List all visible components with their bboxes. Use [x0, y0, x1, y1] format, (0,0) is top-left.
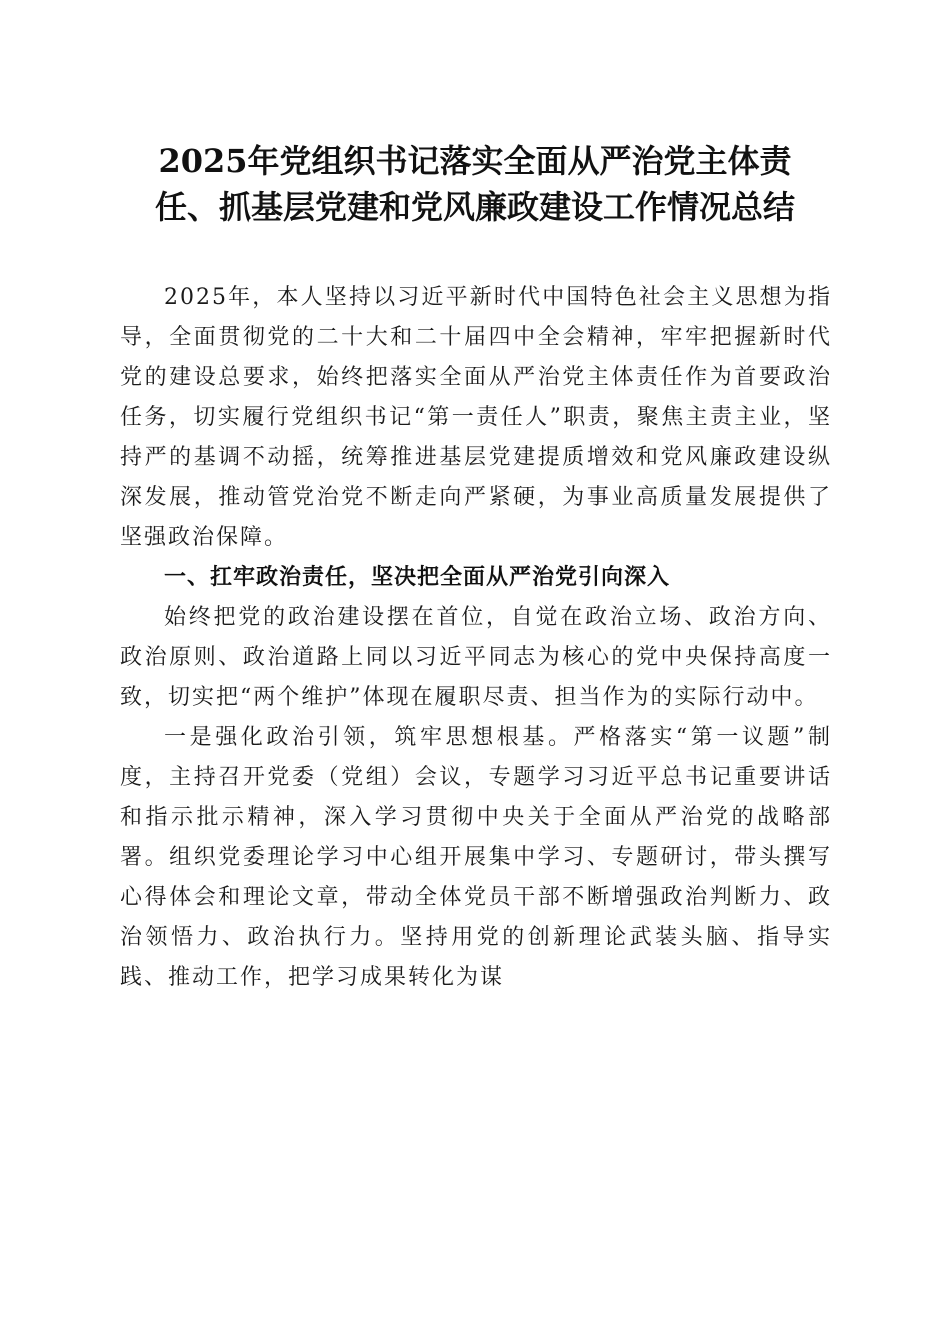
title-line-1: 2025年党组织书记落实全面从严治党主体责: [158, 142, 792, 180]
document-body: [120, 278, 832, 998]
document-title: [100, 138, 850, 230]
section-1-heading: 一、扛牢政治责任，坚决把全面从严治党引向深入: [164, 565, 671, 590]
title-line-2: 任、抓基层党建和党风廉政建设工作情况总结: [154, 188, 795, 226]
intro-paragraph: 2025年，本人坚持以习近平新时代中国特色社会主义思想为指导，全面贯彻党的二十大和二十届四中全会精神，牢牢把握新时代党的建设总要求，始终把落实全面从严治党主体责任作为首要政治任务，切实履行党组织书记“第一责任人”职责，聚焦主责主业，坚持严的基调不动摇，统筹推进基层党建提质增效和党风廉政建设纵深发展，推动管党治党不断走向严紧硬，为事业高质量发展提供了坚强政治保障。: [120, 285, 832, 550]
section-1-item-1-paragraph: 一是强化政治引领，筑牢思想根基。严格落实“第一议题”制度，主持召开党委（党组）会议，专题学习习近平总书记重要讲话和指示批示精神，深入学习贯彻中央关于全面从严治党的战略部署。组织党委理论学习中心组开展集中学习、专题研讨，带头撰写心得体会和理论文章，带动全体党员干部不断增强政治判断力、政治领悟力、政治执行力。坚持用党的创新理论武装头脑、指导实践、推动工作，把学习成果转化为谋: [120, 725, 832, 990]
section-1-intro-paragraph: 始终把党的政治建设摆在首位，自觉在政治立场、政治方向、政治原则、政治道路上同以习近平同志为核心的党中央保持高度一致，切实把“两个维护”体现在履职尽责、担当作为的实际行动中。: [120, 605, 832, 710]
